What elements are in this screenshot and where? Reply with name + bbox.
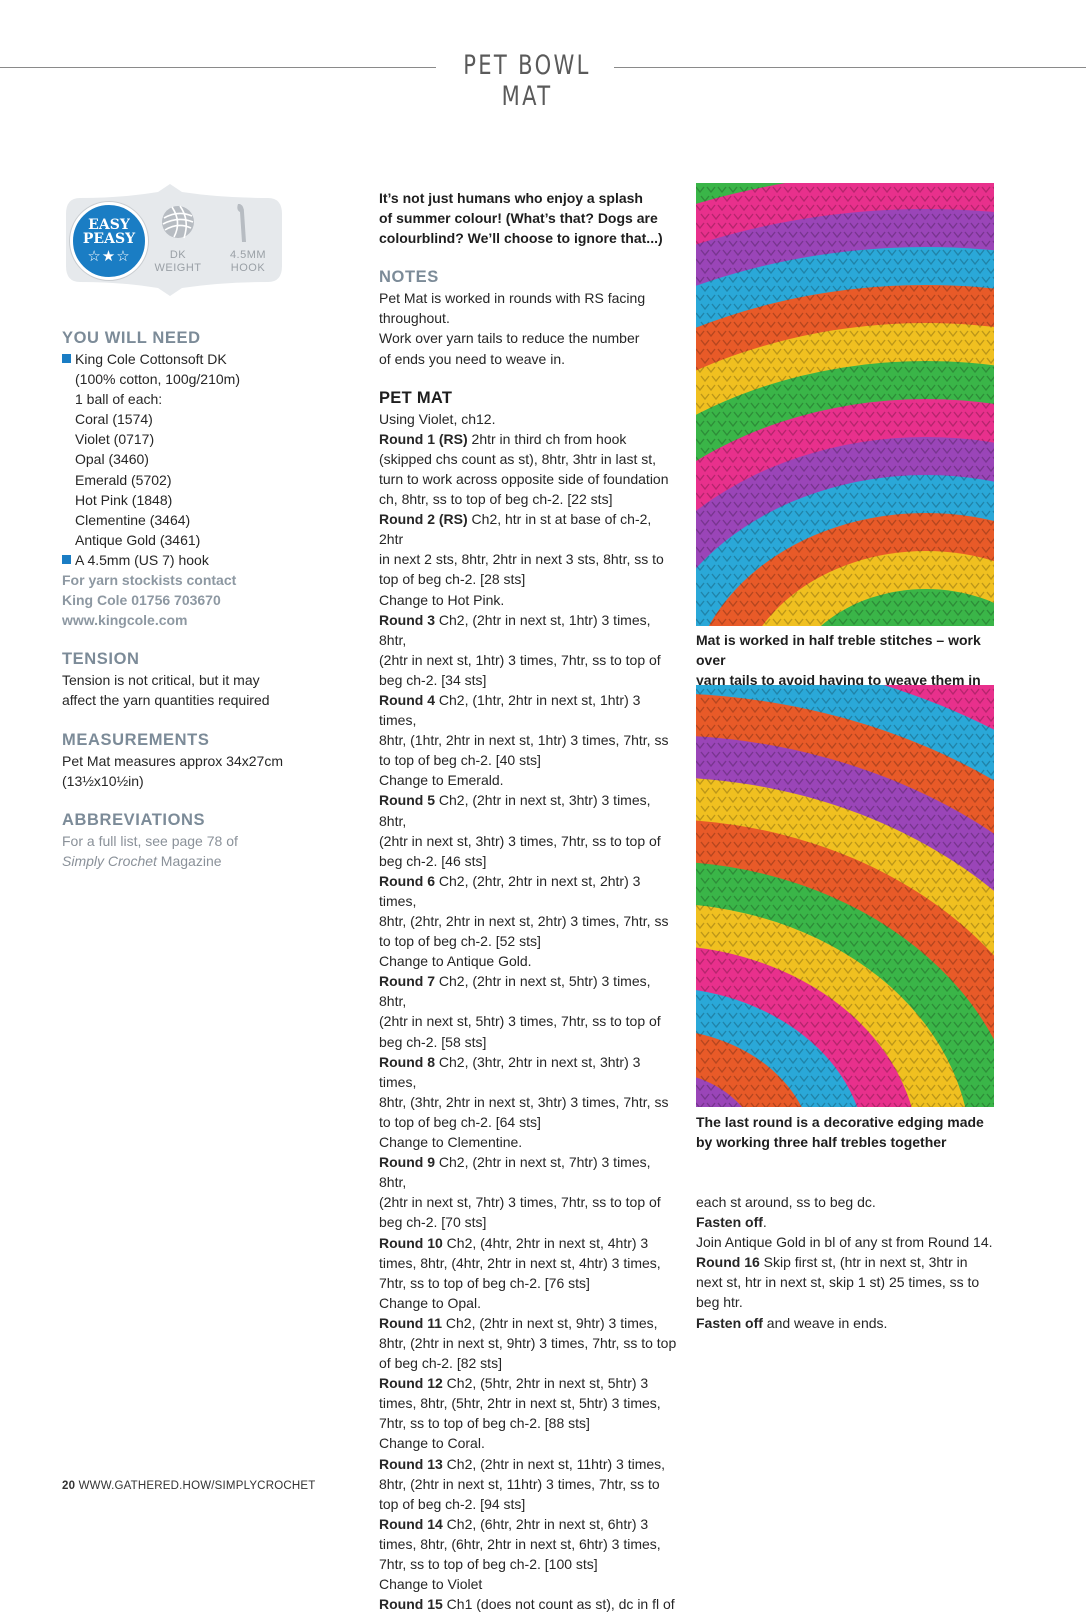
pattern-line: [379, 1052, 679, 1092]
round-label: Round 5: [379, 792, 435, 809]
instruction-text: beg ch-2. [34 sts]: [379, 671, 487, 688]
pattern-line: [379, 1393, 679, 1413]
pattern-line: [379, 1373, 679, 1393]
round-label: Round 12: [379, 1375, 443, 1392]
pattern-line: [379, 790, 679, 830]
yarn-item: [62, 349, 362, 369]
instruction-text: ch, 8htr, ss to top of beg ch-2. [22 sts]: [379, 491, 613, 508]
instruction-text: Change to Opal.: [379, 1294, 481, 1311]
colour-item: Coral (1574): [75, 411, 153, 428]
pattern-line: [379, 1233, 679, 1253]
pattern-line: [379, 971, 679, 1011]
round-label: Round 13: [379, 1455, 443, 1472]
abbreviations-heading: ABBREVIATIONS: [62, 810, 206, 829]
photo-caption: [696, 1112, 1006, 1152]
pattern-line: [379, 650, 679, 670]
round-label: Round 8: [379, 1053, 435, 1070]
pattern-line: [379, 1574, 679, 1594]
pattern-line: [379, 590, 679, 610]
instruction-text: Ch2, (2htr in next st, 5htr) 3 times, 8htr,: [379, 973, 651, 1010]
pattern-line: [379, 569, 679, 589]
instruction-text: Ch2, htr in st at base of ch-2, 2htr: [379, 511, 652, 548]
round-label: Round 6: [379, 872, 435, 889]
instruction-text: 7htr, ss to top of beg ch-2. [76 sts]: [379, 1274, 590, 1291]
instruction-text: Ch2, (2htr in next st, 3htr) 3 times, 8htr,: [379, 792, 651, 829]
hook-line-1: 4.5MM: [229, 249, 267, 261]
weight-line-2: WEIGHT: [154, 262, 202, 274]
pattern-line: [379, 610, 679, 650]
crochet-hook-icon: [232, 202, 252, 244]
instruction-text: times, 8htr, (4htr, 2htr in next st, 4htr) 3 times,: [379, 1254, 661, 1271]
tension-text: affect the yarn quantities required: [62, 692, 270, 709]
colour-item: Opal (3460): [75, 451, 149, 468]
instruction-text: 8htr, (3htr, 2htr in next st, 3htr) 3 times, 7htr, ss: [379, 1093, 669, 1110]
instruction-text: (2htr in next st, 1htr) 3 times, 7htr, ss to top of: [379, 651, 661, 668]
pattern-line: [379, 770, 679, 790]
instruction-text: (2htr in next st, 7htr) 3 times, 7htr, ss to top of: [379, 1194, 661, 1211]
bullet-icon: [62, 354, 71, 363]
instruction-text: 8htr, (1htr, 2htr in next st, 1htr) 3 times, 7htr, ss: [379, 732, 669, 749]
pattern-line: [696, 1272, 1006, 1292]
instruction-text: (2htr in next st, 3htr) 3 times, 7htr, ss to top of: [379, 832, 661, 849]
instruction-text: Change to Hot Pink.: [379, 591, 505, 608]
pattern-line: [379, 1152, 679, 1192]
weight-line-1: DK: [169, 249, 187, 261]
instruction-text: Ch2, (1htr, 2htr in next st, 1htr) 3 times,: [379, 691, 641, 729]
instruction-text: 8htr, (2htr in next st, 9htr) 3 times, 7htr, ss to top: [379, 1334, 677, 1351]
colour-item: Hot Pink (1848): [75, 491, 173, 508]
instruction-text: each st around, ss to beg dc.: [696, 1194, 876, 1210]
pattern-line: [379, 489, 679, 509]
instruction-text: Using Violet, ch12.: [379, 410, 496, 427]
notes-heading: NOTES: [379, 268, 439, 287]
pattern-line: [379, 1454, 679, 1474]
notes-text: of ends you need to weave in.: [379, 350, 566, 367]
instruction-text: Ch2, (3htr, 2htr in next st, 3htr) 3 times,: [379, 1053, 641, 1090]
caption-line: by working three half trebles together: [696, 1134, 947, 1151]
instruction-text: 7htr, ss to top of beg ch-2. [88 sts]: [379, 1415, 590, 1432]
instruction-text: Change to Emerald.: [379, 772, 504, 789]
round-label: Round 7: [379, 973, 435, 990]
footer-url: WWW.GATHERED.HOW/SIMPLYCROCHET: [75, 1480, 316, 1492]
instruction-text: Join Antique Gold in bl of any st from Round 14.: [696, 1234, 993, 1251]
difficulty-stars: ☆★☆: [87, 247, 131, 265]
pattern-line: [379, 1293, 679, 1313]
pattern-line: [379, 670, 679, 690]
abbreviations-text: For a full list, see page 78 of: [62, 832, 238, 849]
instruction-text: Change to Coral.: [379, 1435, 485, 1452]
instruction-text: beg ch-2. [70 sts]: [379, 1214, 487, 1231]
pattern-line: [379, 1353, 679, 1373]
instruction-text: to top of beg ch-2. [64 sts]: [379, 1113, 541, 1130]
instruction-text: in next 2 sts, 8htr, 2htr in next 3 sts, 8htr, ss to: [379, 551, 664, 568]
pattern-line: [379, 951, 679, 971]
pattern-line: [379, 1474, 679, 1494]
instruction-text: Change to Violet: [379, 1576, 483, 1593]
instruction-text: next st, htr in next st, skip 1 st) 25 times, ss to: [696, 1274, 980, 1291]
round-label: Round 4: [379, 691, 435, 708]
instruction-text: Ch2, (4htr, 2htr in next st, 4htr) 3: [442, 1234, 649, 1251]
magazine-name: Simply Crochet: [62, 852, 157, 869]
stockist-phone: King Cole 01756 703670: [62, 592, 221, 609]
pattern-line: [696, 1192, 1006, 1212]
intro-text: It’s not just humans who enjoy a splash: [379, 190, 643, 206]
hook-size-label: [220, 249, 276, 275]
notes-text: Work over yarn tails to reduce the number: [379, 330, 640, 347]
pattern-line: [379, 871, 679, 911]
pattern-line: [379, 1032, 679, 1052]
pattern-line: [379, 469, 679, 489]
pattern-line: [379, 1313, 679, 1333]
measurements-text: (13½x10½in): [62, 772, 144, 789]
hook-line-2: HOOK: [230, 262, 266, 274]
pattern-line: [379, 1494, 679, 1514]
instruction-text: 8htr, (2htr, 2htr in next st, 2htr) 3 times, 7htr, ss: [379, 913, 669, 929]
instruction-text: to top of beg ch-2. [52 sts]: [379, 933, 541, 950]
colour-item: Emerald (5702): [75, 471, 172, 488]
instruction-text: times, 8htr, (5htr, 2htr in next st, 5htr) 3 times,: [379, 1395, 661, 1412]
hook-text: A 4.5mm (US 7) hook: [75, 551, 209, 568]
notes-text: throughout.: [379, 310, 450, 327]
yarn-spec: (100% cotton, 100g/210m): [75, 371, 240, 388]
info-badge: [62, 184, 286, 296]
you-will-need-heading: YOU WILL NEED: [62, 329, 201, 347]
measurements-heading: MEASUREMENTS: [62, 730, 210, 749]
crochet-photo-rounds: [696, 183, 994, 626]
intro-text: colourblind? We’ll choose to ignore that...): [379, 230, 663, 247]
notes-text: Pet Mat is worked in rounds with RS facing: [379, 290, 646, 307]
pattern-line: [379, 750, 679, 770]
crochet-photo-edging: [696, 685, 994, 1107]
difficulty-badge: [70, 202, 148, 280]
instruction-text: Ch2, (2htr in next st, 11htr) 3 times,: [442, 1455, 666, 1472]
round-label: Round 2 (RS): [379, 511, 468, 528]
pattern-line: [379, 1112, 679, 1132]
pattern-line: [379, 1092, 679, 1112]
pattern-instructions-continued: [696, 1192, 1006, 1333]
instruction-text: Ch2, (6htr, 2htr in next st, 6htr) 3: [442, 1515, 649, 1532]
instruction-text: top of beg ch-2. [94 sts]: [379, 1495, 526, 1512]
yarn-ball-icon: [160, 204, 196, 240]
pattern-line: [379, 1413, 679, 1433]
difficulty-label-2: PEASY: [82, 231, 136, 247]
instruction-text: to top of beg ch-2. [40 sts]: [379, 752, 541, 769]
difficulty-label-1: EASY: [88, 217, 130, 233]
stockist-website-link[interactable]: www.kingcole.com: [62, 612, 188, 629]
round-label: Round 9: [379, 1154, 435, 1171]
round-label: Fasten off: [696, 1214, 763, 1231]
caption-line: Mat is worked in half treble stitches – work over: [696, 632, 981, 669]
round-label: Fasten off: [696, 1314, 763, 1331]
pattern-line: [379, 730, 679, 750]
instruction-text: Ch2, (2htr, 2htr in next st, 2htr) 3 times,: [379, 872, 641, 909]
stockist-line: For yarn stockists contact: [62, 572, 237, 589]
tension-heading: TENSION: [62, 650, 140, 669]
instruction-text: beg htr.: [696, 1294, 743, 1311]
abbreviations-rest: Magazine: [156, 852, 222, 869]
pattern-line: [379, 931, 679, 951]
page-number: 20: [62, 1480, 76, 1492]
colour-item: Antique Gold (3461): [75, 531, 201, 548]
round-label: Round 11: [379, 1314, 443, 1331]
instruction-text: and weave in ends.: [762, 1314, 888, 1331]
pattern-line: [379, 1253, 679, 1273]
colour-item: Clementine (3464): [75, 511, 191, 528]
instruction-text: beg ch-2. [58 sts]: [379, 1033, 487, 1050]
pattern-heading: PET MAT: [379, 388, 453, 407]
pattern-line: [696, 1292, 1006, 1312]
instruction-text: (2htr in next st, 5htr) 3 times, 7htr, ss to top of: [379, 1013, 661, 1030]
page-title: PET BOWL MAT: [463, 50, 591, 112]
pattern-line: [379, 1534, 679, 1554]
pattern-line: [379, 1514, 679, 1534]
instruction-text: Ch1 (does not count as st), dc in fl of: [442, 1596, 675, 1613]
pattern-line: [379, 409, 679, 429]
round-label: Round 1 (RS): [379, 430, 468, 447]
pattern-column: [379, 188, 679, 1614]
hook-item: [62, 550, 362, 570]
instruction-text: Ch2, (5htr, 2htr in next st, 5htr) 3: [442, 1375, 649, 1392]
instruction-text: Ch2, (2htr in next st, 7htr) 3 times, 8htr,: [379, 1154, 651, 1191]
yarn-quantity: 1 ball of each:: [75, 391, 163, 408]
pattern-line: [379, 1433, 679, 1453]
instruction-text: top of beg ch-2. [28 sts]: [379, 571, 526, 588]
pattern-line: [379, 1132, 679, 1152]
caption-line: yarn tails to avoid having to weave them in: [696, 672, 981, 689]
instruction-text: 2htr in third ch from hook: [467, 430, 627, 447]
pattern-line: [379, 851, 679, 871]
instruction-text: (skipped chs count as st), 8htr, 3htr in last st,: [379, 450, 657, 467]
pattern-line: [379, 1273, 679, 1293]
colour-item: Violet (0717): [75, 431, 155, 448]
instruction-text: turn to work across opposite side of foundation: [379, 470, 669, 487]
pattern-line: [379, 549, 679, 569]
instruction-text: Ch2, (2htr in next st, 9htr) 3 times,: [442, 1314, 658, 1331]
pattern-line: [379, 1192, 679, 1212]
sidebar-info: [62, 328, 362, 871]
round-label: Round 10: [379, 1234, 443, 1251]
instruction-text: .: [762, 1214, 767, 1231]
caption-line: The last round is a decorative edging made: [696, 1114, 984, 1130]
instruction-text: beg ch-2. [46 sts]: [379, 852, 487, 869]
header-rule-right: [614, 67, 1086, 68]
page-footer: [62, 1480, 315, 1492]
pattern-line: [696, 1212, 1006, 1232]
round-label: Round 14: [379, 1515, 443, 1532]
pattern-line: [379, 1554, 679, 1574]
instruction-text: Skip first st, (htr in next st, 3htr in: [759, 1254, 968, 1271]
pattern-line: [696, 1313, 1006, 1333]
instruction-text: times, 8htr, (6htr, 2htr in next st, 6htr) 3 times,: [379, 1535, 661, 1552]
yarn-weight-label: [150, 249, 206, 275]
yarn-name: King Cole Cottonsoft DK: [75, 351, 227, 367]
instruction-text: Ch2, (2htr in next st, 1htr) 3 times, 8htr,: [379, 611, 651, 648]
pattern-line: [379, 1594, 679, 1614]
pattern-line: [379, 509, 679, 549]
pattern-line: [379, 690, 679, 730]
round-label: Round 15: [379, 1596, 443, 1613]
intro-text: of summer colour! (What’s that? Dogs are: [379, 210, 658, 227]
pattern-line: [379, 1212, 679, 1232]
pattern-line: [379, 1011, 679, 1031]
pattern-line: [379, 1333, 679, 1353]
instruction-text: Change to Antique Gold.: [379, 953, 532, 970]
round-label: Round 3: [379, 611, 435, 628]
pattern-line: [379, 449, 679, 469]
instruction-text: of beg ch-2. [82 sts]: [379, 1355, 502, 1372]
instruction-text: 7htr, ss to top of beg ch-2. [100 sts]: [379, 1556, 598, 1572]
instruction-text: 8htr, (2htr in next st, 11htr) 3 times, 7htr, ss to: [379, 1475, 660, 1492]
pattern-instructions: [379, 409, 679, 1614]
pattern-line: [379, 429, 679, 449]
round-label: Round 16: [696, 1254, 760, 1271]
instruction-text: Change to Clementine.: [379, 1134, 523, 1151]
pattern-line: [696, 1252, 1006, 1272]
tension-text: Tension is not critical, but it may: [62, 672, 260, 689]
pattern-line: [379, 911, 679, 931]
header-rule-left: [0, 67, 436, 68]
abbreviations-text: [62, 851, 362, 871]
photo-caption: [696, 630, 1006, 690]
pattern-line: [379, 831, 679, 851]
bullet-icon: [62, 555, 71, 564]
measurements-text: Pet Mat measures approx 34x27cm: [62, 752, 283, 769]
pattern-line: [696, 1232, 1006, 1252]
